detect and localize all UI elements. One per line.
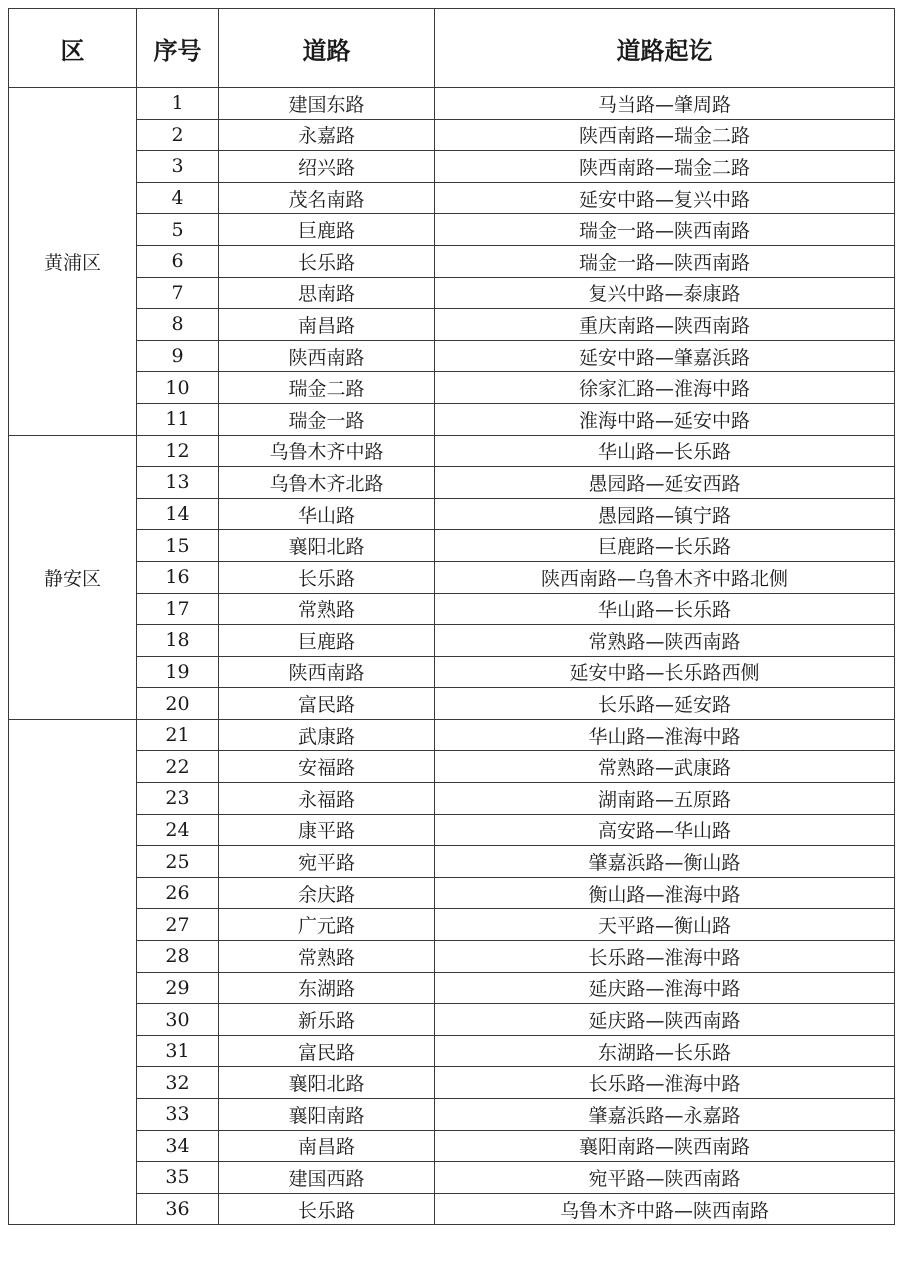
row-number: 16 [137,561,219,593]
road-range: 常熟路—陕西南路 [435,625,895,657]
row-number: 32 [137,1067,219,1099]
row-number: 23 [137,783,219,815]
road-range: 乌鲁木齐中路—陕西南路 [435,1193,895,1225]
road-table [8,8,895,1225]
road-range: 徐家汇路—淮海中路 [435,372,895,404]
table-row [9,941,895,973]
road-range: 延庆路—淮海中路 [435,972,895,1004]
table-row [9,877,895,909]
table-row [9,593,895,625]
road-name: 建国东路 [219,88,435,120]
road-name: 永福路 [219,783,435,815]
road-name: 富民路 [219,1035,435,1067]
table-row [9,467,895,499]
road-range: 天平路—衡山路 [435,909,895,941]
road-name: 南昌路 [219,1130,435,1162]
road-range: 华山路—长乐路 [435,435,895,467]
road-name: 新乐路 [219,1004,435,1036]
district-cell: 黄浦区 [9,88,137,436]
row-number: 1 [137,88,219,120]
table-row [9,182,895,214]
table-row [9,435,895,467]
road-range: 襄阳南路—陕西南路 [435,1130,895,1162]
road-name: 襄阳北路 [219,530,435,562]
row-number: 26 [137,877,219,909]
road-range: 常熟路—武康路 [435,751,895,783]
road-range: 延安中路—肇嘉浜路 [435,340,895,372]
table-row [9,1130,895,1162]
road-name: 富民路 [219,688,435,720]
road-name: 华山路 [219,498,435,530]
road-range: 高安路—华山路 [435,814,895,846]
road-name: 长乐路 [219,1193,435,1225]
road-range: 复兴中路—泰康路 [435,277,895,309]
road-name: 陕西南路 [219,656,435,688]
road-range: 愚园路—延安西路 [435,467,895,499]
road-name: 常熟路 [219,593,435,625]
table-row [9,277,895,309]
road-name: 长乐路 [219,245,435,277]
road-name: 康平路 [219,814,435,846]
road-name: 长乐路 [219,561,435,593]
table-row [9,561,895,593]
row-number: 22 [137,751,219,783]
row-number: 20 [137,688,219,720]
row-number: 17 [137,593,219,625]
table-row [9,909,895,941]
road-name: 陕西南路 [219,340,435,372]
row-number: 8 [137,309,219,341]
row-number: 33 [137,1099,219,1131]
table-row [9,1035,895,1067]
district-cell [9,719,137,1225]
road-name: 东湖路 [219,972,435,1004]
road-range: 肇嘉浜路—永嘉路 [435,1099,895,1131]
road-name: 茂名南路 [219,182,435,214]
road-name: 襄阳南路 [219,1099,435,1131]
row-number: 28 [137,941,219,973]
table-row [9,88,895,120]
road-name: 宛平路 [219,846,435,878]
road-range: 长乐路—淮海中路 [435,1067,895,1099]
road-range: 马当路—肇周路 [435,88,895,120]
road-name: 建国西路 [219,1162,435,1194]
row-number: 27 [137,909,219,941]
table-row [9,972,895,1004]
row-number: 15 [137,530,219,562]
road-name: 永嘉路 [219,119,435,151]
road-range: 长乐路—淮海中路 [435,941,895,973]
road-range: 延庆路—陕西南路 [435,1004,895,1036]
road-name: 南昌路 [219,309,435,341]
row-number: 6 [137,245,219,277]
road-range: 瑞金一路—陕西南路 [435,214,895,246]
road-name: 常熟路 [219,941,435,973]
row-number: 29 [137,972,219,1004]
table-body [9,88,895,1225]
table-row [9,1099,895,1131]
row-number: 31 [137,1035,219,1067]
road-range: 重庆南路—陕西南路 [435,309,895,341]
row-number: 21 [137,719,219,751]
table-row [9,846,895,878]
table-row [9,1193,895,1225]
row-number: 12 [137,435,219,467]
table-row [9,309,895,341]
row-number: 5 [137,214,219,246]
road-range: 长乐路—延安路 [435,688,895,720]
road-range: 瑞金一路—陕西南路 [435,245,895,277]
table-row [9,656,895,688]
road-name: 襄阳北路 [219,1067,435,1099]
road-range: 陕西南路—乌鲁木齐中路北侧 [435,561,895,593]
table-row [9,719,895,751]
table-row [9,751,895,783]
row-number: 30 [137,1004,219,1036]
table-row [9,688,895,720]
row-number: 18 [137,625,219,657]
road-name: 绍兴路 [219,151,435,183]
table-row [9,530,895,562]
header-range: 道路起讫 [435,9,895,88]
table-row [9,119,895,151]
district-cell: 静安区 [9,435,137,719]
road-name: 巨鹿路 [219,625,435,657]
road-range: 愚园路—镇宁路 [435,498,895,530]
header-road: 道路 [219,9,435,88]
table-row [9,625,895,657]
road-name: 思南路 [219,277,435,309]
road-name: 广元路 [219,909,435,941]
road-range: 东湖路—长乐路 [435,1035,895,1067]
header-number: 序号 [137,9,219,88]
road-range: 宛平路—陕西南路 [435,1162,895,1194]
road-range: 衡山路—淮海中路 [435,877,895,909]
road-range: 肇嘉浜路—衡山路 [435,846,895,878]
table-row [9,1067,895,1099]
road-name: 瑞金一路 [219,403,435,435]
row-number: 11 [137,403,219,435]
road-range: 巨鹿路—长乐路 [435,530,895,562]
table-row [9,814,895,846]
row-number: 24 [137,814,219,846]
row-number: 25 [137,846,219,878]
road-name: 武康路 [219,719,435,751]
row-number: 3 [137,151,219,183]
row-number: 19 [137,656,219,688]
row-number: 13 [137,467,219,499]
table-row [9,245,895,277]
row-number: 7 [137,277,219,309]
road-range: 华山路—淮海中路 [435,719,895,751]
road-range: 湖南路—五原路 [435,783,895,815]
row-number: 35 [137,1162,219,1194]
row-number: 2 [137,119,219,151]
table-header-row [9,9,895,88]
header-district: 区 [9,9,137,88]
row-number: 14 [137,498,219,530]
row-number: 36 [137,1193,219,1225]
table-row [9,214,895,246]
road-name: 安福路 [219,751,435,783]
road-range: 延安中路—复兴中路 [435,182,895,214]
table-row [9,1162,895,1194]
row-number: 10 [137,372,219,404]
road-name: 乌鲁木齐中路 [219,435,435,467]
road-name: 巨鹿路 [219,214,435,246]
road-name: 瑞金二路 [219,372,435,404]
road-range: 陕西南路—瑞金二路 [435,119,895,151]
road-range: 华山路—长乐路 [435,593,895,625]
road-name: 余庆路 [219,877,435,909]
road-name: 乌鲁木齐北路 [219,467,435,499]
road-range: 延安中路—长乐路西侧 [435,656,895,688]
table-row [9,151,895,183]
road-range: 淮海中路—延安中路 [435,403,895,435]
row-number: 4 [137,182,219,214]
table-row [9,403,895,435]
table-row [9,372,895,404]
table-row [9,498,895,530]
road-range: 陕西南路—瑞金二路 [435,151,895,183]
row-number: 9 [137,340,219,372]
table-row [9,1004,895,1036]
row-number: 34 [137,1130,219,1162]
table-row [9,783,895,815]
table-row [9,340,895,372]
